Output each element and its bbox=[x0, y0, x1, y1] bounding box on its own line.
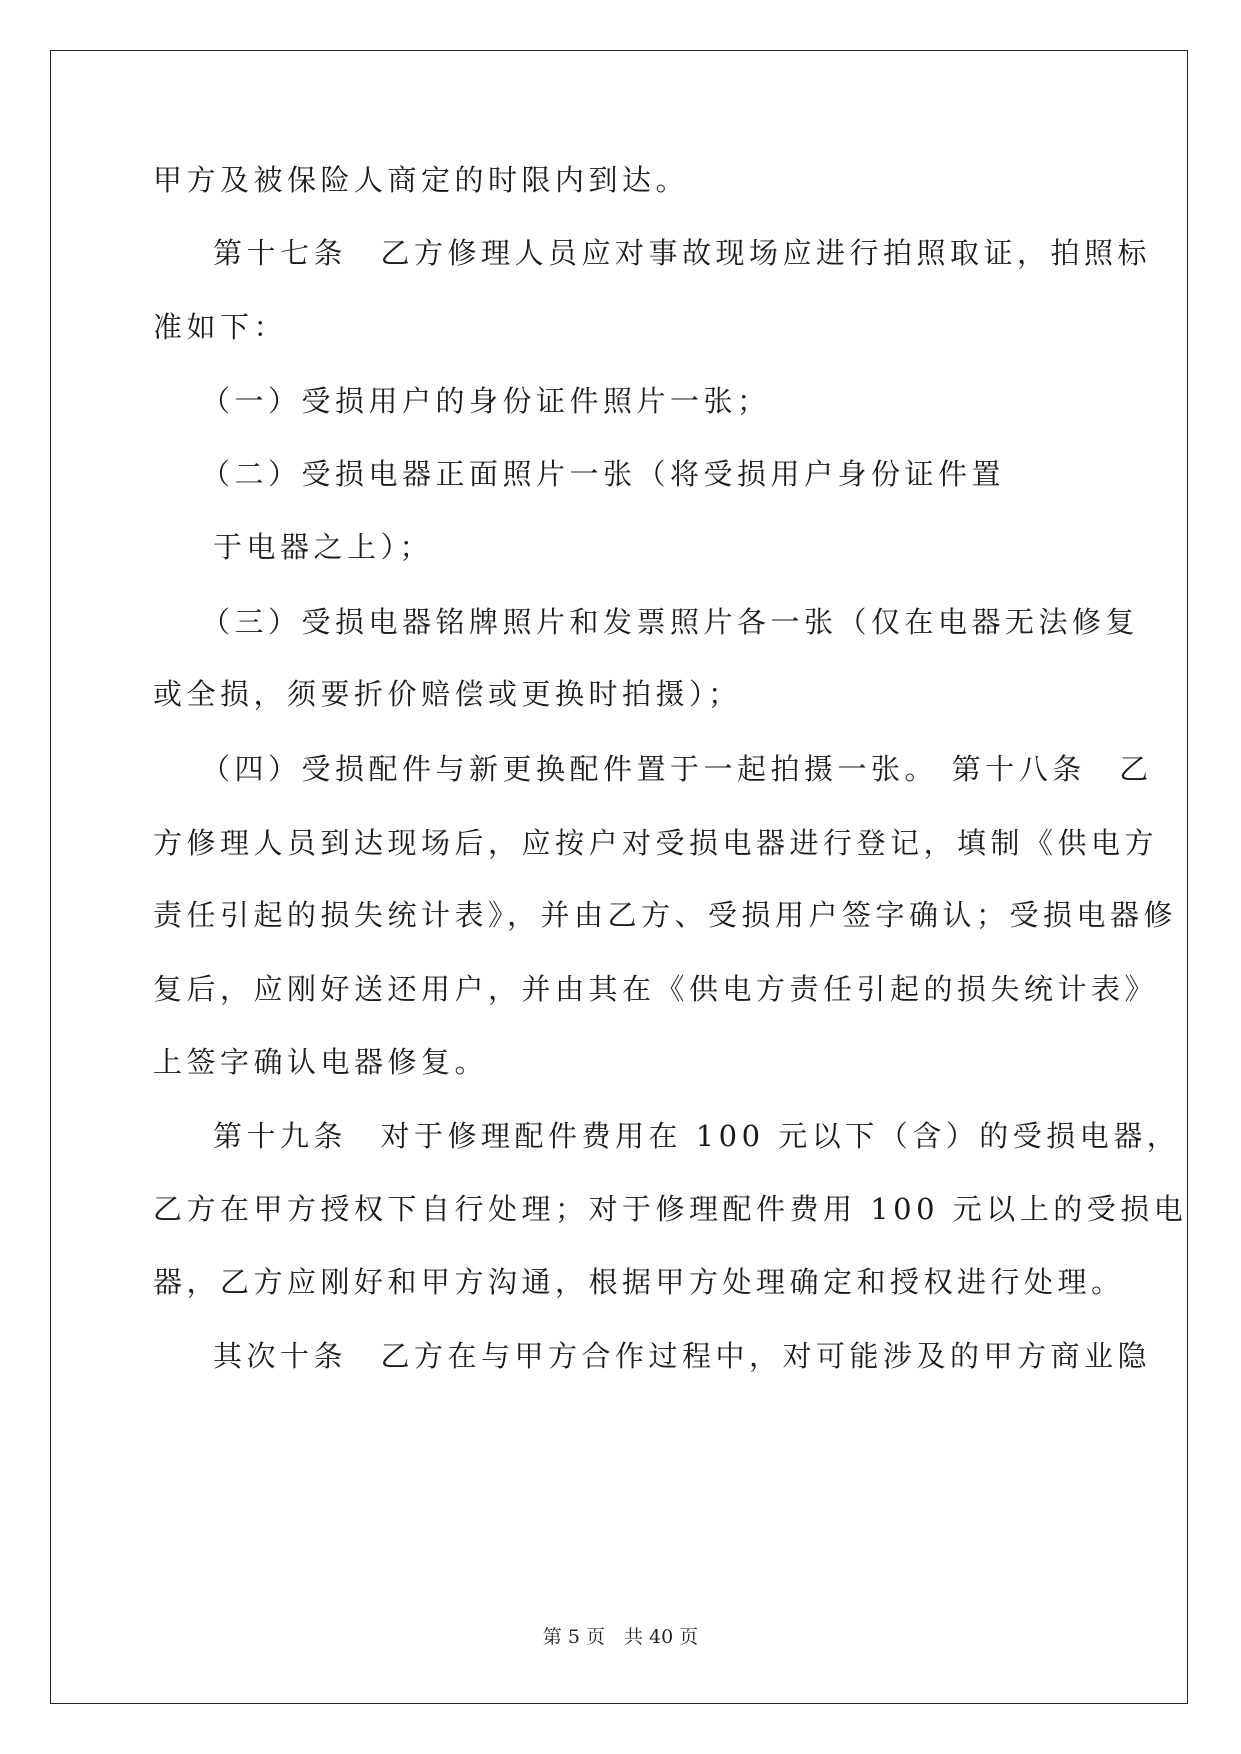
text-line: 于电器之上）； bbox=[213, 530, 434, 564]
text-line: 其次十条 乙方在与甲方合作过程中，对可能涉及的甲方商业隐 bbox=[213, 1339, 1152, 1373]
page-number-footer: 第 5 页 共 40 页 bbox=[542, 1626, 699, 1648]
text-line: 复后，应刚好送还用户，并由其在《供电方责任引起的损失统计表》 bbox=[153, 972, 1159, 1006]
page-frame bbox=[50, 50, 1188, 1704]
text-line: 乙方在甲方授权下自行处理；对于修理配件费用 100 元以上的受损电 bbox=[153, 1192, 1188, 1226]
text-line: 方修理人员到达现场后，应按户对受损电器进行登记，填制《供电方 bbox=[153, 826, 1159, 860]
text-line: （二）受损电器正面照片一张（将受损用户身份证件置 bbox=[201, 457, 1006, 491]
text-line: 责任引起的损失统计表》，并由乙方、受损用户签字确认；受损电器修 bbox=[153, 898, 1178, 932]
text-line: 准如下： bbox=[153, 310, 288, 344]
text-line: 第十九条 对于修理配件费用在 100 元以下（含）的受损电器， bbox=[213, 1119, 1181, 1153]
text-line: （三）受损电器铭牌照片和发票照片各一张（仅在电器无法修复 bbox=[201, 605, 1140, 639]
text-line: （一）受损用户的身份证件照片一张； bbox=[201, 384, 771, 418]
text-line: 器，乙方应刚好和甲方沟通，根据甲方处理确定和授权进行处理。 bbox=[153, 1265, 1125, 1299]
text-line: 或全损，须要折价赔偿或更换时拍摄）； bbox=[153, 677, 742, 711]
text-line: （四）受损配件与新更换配件置于一起拍摄一张。 第十八条 乙 bbox=[201, 752, 1153, 786]
text-line: 甲方及被保险人商定的时限内到达。 bbox=[153, 163, 690, 197]
text-line: 上签字确认电器修复。 bbox=[153, 1045, 489, 1079]
text-line: 第十七条 乙方修理人员应对事故现场应进行拍照取证，拍照标 bbox=[213, 236, 1152, 270]
